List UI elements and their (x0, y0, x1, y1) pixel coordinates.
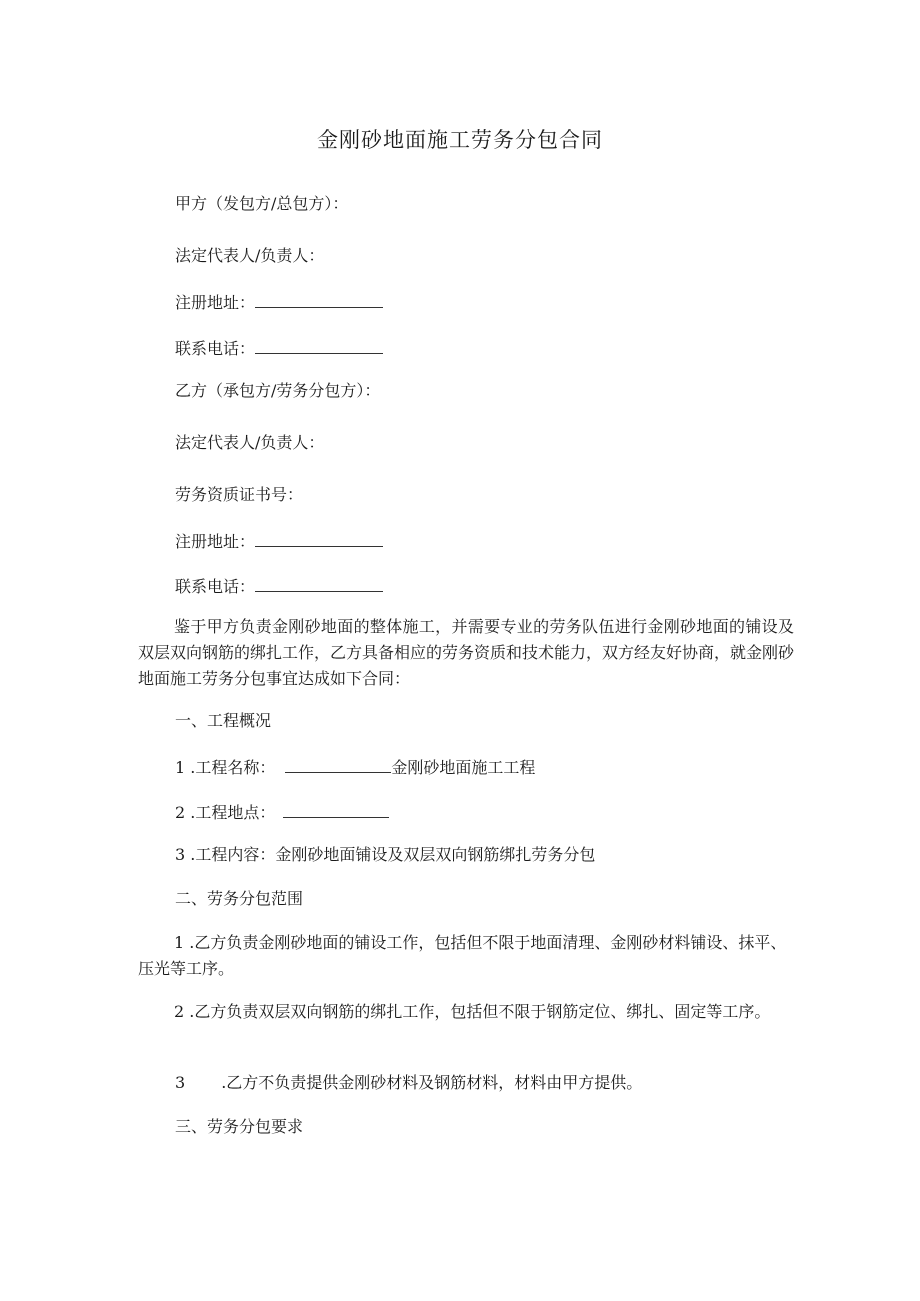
party-a-heading: 甲方（发包方/总包方）： (175, 194, 349, 213)
item-label: .工程名称： (190, 758, 276, 777)
party-a-representative: 法定代表人/负责人： (175, 246, 325, 265)
party-b-phone-line (175, 574, 383, 598)
party-a-address-line (175, 290, 383, 314)
item-text: .工程内容：金刚砂地面铺设及双层双向钢筋绑扎劳务分包 (190, 845, 596, 864)
section-2-item-2: 2 .乙方负责双层双向钢筋的绑扎工作，包括但不限于钢筋定位、绑扎、固定等工序。 (174, 1002, 771, 1021)
party-b-address-blank (255, 529, 383, 547)
section-3-heading: 三、劳务分包要求 (175, 1117, 304, 1136)
item-number: 3 (175, 845, 186, 864)
item-label: .工程地点： (190, 803, 276, 822)
party-a-address-blank (255, 290, 383, 308)
section-2-item-3 (175, 1072, 642, 1094)
item-text: .乙方不负责提供金刚砂材料及钢筋材料，材料由甲方提供。 (221, 1073, 643, 1092)
party-b-phone-blank (255, 574, 383, 592)
party-b-representative: 法定代表人/负责人： (175, 433, 325, 452)
document-title: 金刚砂地面施工劳务分包合同 (317, 128, 603, 152)
section-2-heading: 二、劳务分包范围 (175, 889, 304, 908)
section-2-item-1: 1 .乙方负责金刚砂地面的铺设工作，包括但不限于地面清理、金刚砂材料铺设、抹平、压光等工序。 (138, 933, 787, 978)
party-a-address-label: 注册地址： (175, 293, 256, 312)
section-1-heading: 一、工程概况 (175, 711, 272, 730)
project-name-blank (285, 755, 391, 773)
preamble-paragraph: 鉴于甲方负责金刚砂地面的整体施工，并需要专业的劳务队伍进行金刚砂地面的铺设及双层双向钢筋的绑扎工作，乙方具备相应的劳务资质和技术能力，双方经友好协商，就金刚砂地面施工劳务分包事宜达成如下合同： (138, 617, 795, 688)
party-b-address-label: 注册地址： (175, 532, 256, 551)
party-b-certificate: 劳务资质证书号： (175, 485, 304, 504)
party-b-address-line (175, 529, 383, 553)
item-number: 1 (175, 758, 186, 777)
section-1-item-1 (175, 755, 535, 779)
item-number: 3 (175, 1073, 186, 1092)
item-number: 2 (175, 803, 186, 822)
party-a-phone-label: 联系电话： (175, 339, 256, 358)
project-name-suffix: 金刚砂地面施工工程 (391, 758, 536, 777)
party-b-heading: 乙方（承包方/劳务分包方）： (175, 381, 381, 400)
party-a-phone-line (175, 336, 383, 360)
party-a-phone-blank (255, 336, 383, 354)
section-1-item-3 (175, 844, 595, 866)
project-location-blank (283, 800, 389, 818)
section-1-item-2 (175, 800, 389, 824)
party-b-phone-label: 联系电话： (175, 577, 256, 596)
